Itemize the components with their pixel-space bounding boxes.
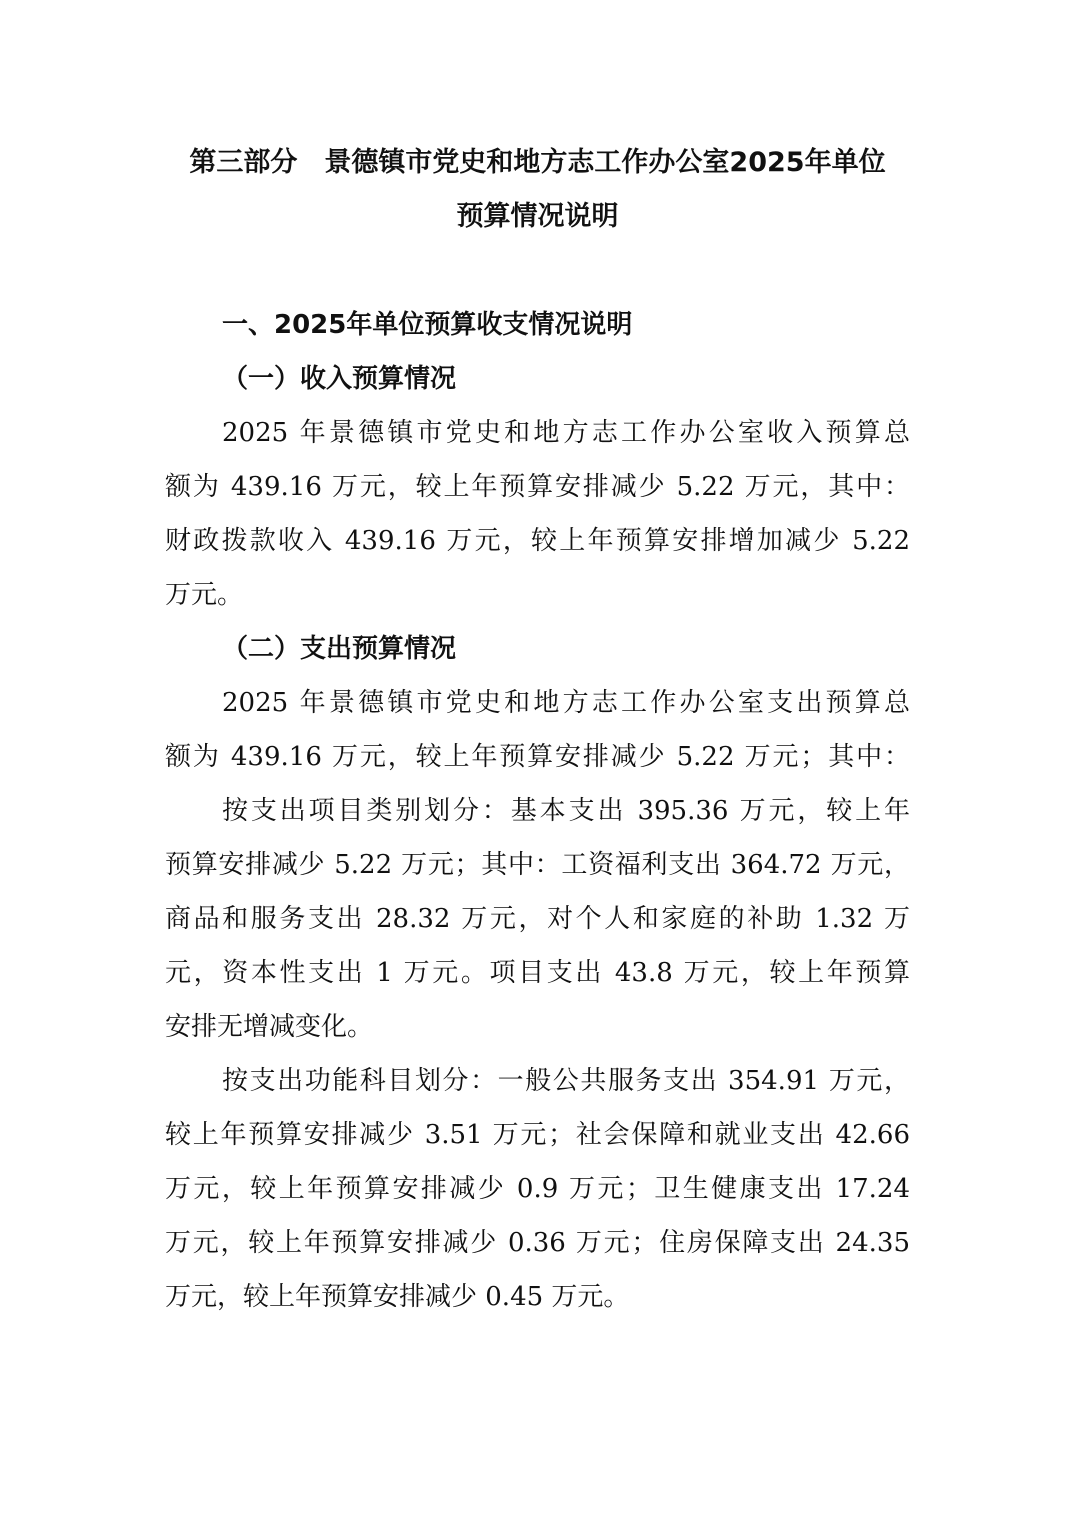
income-paragraph	[165, 406, 910, 622]
document-title	[165, 136, 910, 244]
expenditure-paragraph-by-category	[165, 784, 910, 1054]
text-line: 安排无增减变化。	[165, 1012, 374, 1042]
text-line: 万元，较上年预算安排减少 0.45 万元。	[165, 1282, 630, 1312]
text-line: 2025 年景德镇市党史和地方志工作办公室支出预算总	[222, 688, 910, 718]
text-line: 预算安排减少 5.22 万元；其中：工资福利支出 364.72 万元，	[165, 850, 910, 880]
expenditure-paragraph-by-function	[165, 1054, 910, 1324]
text-line: 商品和服务支出 28.32 万元，对个人和家庭的补助 1.32 万	[165, 904, 910, 934]
text-line: 按支出功能科目划分：一般公共服务支出 354.91 万元，	[222, 1066, 910, 1096]
text-line: 按支出项目类别划分：基本支出 395.36 万元，较上年	[222, 796, 910, 826]
text-line: 较上年预算安排减少 3.51 万元；社会保障和就业支出 42.66	[165, 1120, 910, 1150]
text-line: 元，资本性支出 1 万元。项目支出 43.8 万元，较上年预算	[165, 958, 910, 988]
text-line: 万元，较上年预算安排减少 0.9 万元；卫生健康支出 17.24	[165, 1174, 910, 1204]
section-heading: 一、2025年单位预算收支情况说明	[222, 310, 633, 340]
text-line: 额为 439.16 万元，较上年预算安排减少 5.22 万元，其中：	[165, 472, 910, 502]
text-line: 万元，较上年预算安排减少 0.36 万元；住房保障支出 24.35	[165, 1228, 910, 1258]
title-line-1: 第三部分 景德镇市党史和地方志工作办公室2025年单位	[189, 147, 886, 178]
title-line-2: 预算情况说明	[456, 201, 619, 232]
text-line: 万元。	[165, 580, 244, 610]
document-page	[165, 136, 910, 1324]
text-line: 额为 439.16 万元，较上年预算安排减少 5.22 万元；其中：	[165, 742, 910, 772]
income-heading: （一）收入预算情况	[222, 364, 457, 394]
text-line: 财政拨款收入 439.16 万元，较上年预算安排增加减少 5.22	[165, 526, 910, 556]
text-line: 2025 年景德镇市党史和地方志工作办公室收入预算总	[222, 418, 910, 448]
expenditure-paragraph-total	[165, 676, 910, 784]
expenditure-heading: （二）支出预算情况	[222, 634, 457, 664]
